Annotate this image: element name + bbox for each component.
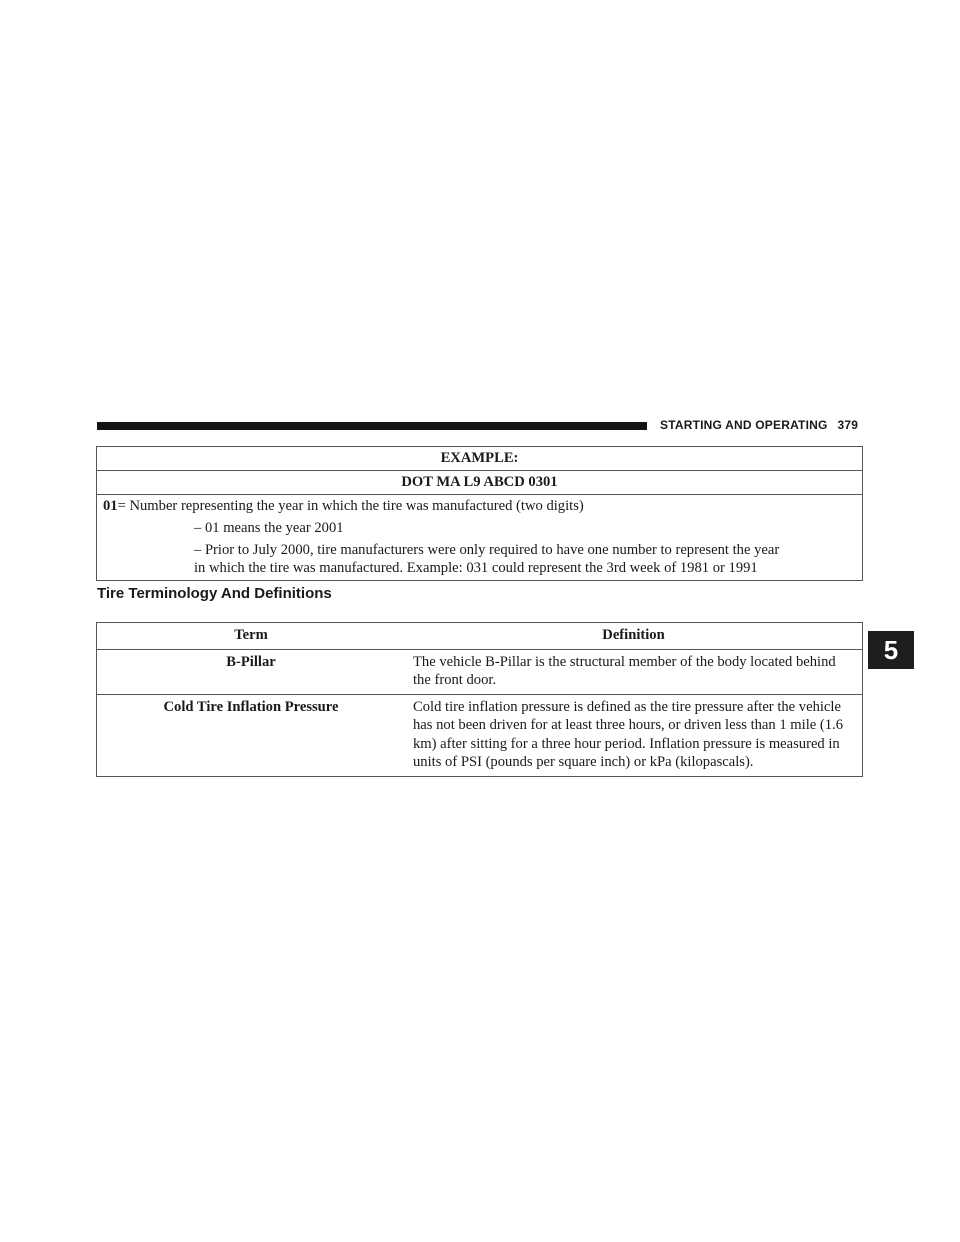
example-lead — [103, 497, 856, 515]
running-header — [660, 418, 858, 432]
section-name: STARTING AND OPERATING — [660, 418, 828, 432]
table-row — [97, 447, 863, 471]
definition-cell: Cold tire inflation pressure is defined as the tire pressure after the vehicle has not been driven for at least three hours, or driven less than 1 mile (1.6 km) after sitting for a three hour period. Inflation pressure is measured in units of PSI (pounds per square inch) or kPa (kilopascals). — [405, 694, 863, 776]
example-bullet-2-line-1: – Prior to July 2000, tire manufacturers were only required to have one number to represent the year — [194, 542, 780, 558]
table-row — [97, 495, 863, 581]
example-title: EXAMPLE: — [97, 447, 863, 471]
example-description — [97, 495, 863, 581]
table-row — [97, 471, 863, 495]
section-title: Tire Terminology And Definitions — [97, 585, 332, 602]
page-number: 379 — [837, 418, 859, 432]
column-header-term: Term — [97, 623, 406, 650]
definition-cell: The vehicle B-Pillar is the structural member of the body located behind the front door. — [405, 649, 863, 694]
example-lead-text: = Number representing the year in which the tire was manufactured (two digits) — [117, 498, 584, 514]
header-rule — [97, 422, 647, 430]
table-row — [97, 649, 863, 694]
column-header-definition: Definition — [405, 623, 863, 650]
example-table — [96, 446, 863, 581]
example-bullet-1: – 01 means the year 2001 — [194, 520, 344, 536]
table-header-row — [97, 623, 863, 650]
term-cell: B-Pillar — [97, 649, 406, 694]
definitions-table — [96, 622, 863, 777]
example-bullet-2-line-2: in which the tire was manufactured. Example: 031 could represent the 3rd week of 1981 or 1991 — [194, 560, 758, 576]
example-code: DOT MA L9 ABCD 0301 — [97, 471, 863, 495]
term-cell: Cold Tire Inflation Pressure — [97, 694, 406, 776]
example-lead-bold: 01 — [103, 498, 118, 514]
chapter-tab: 5 — [868, 631, 914, 669]
table-row — [97, 694, 863, 776]
